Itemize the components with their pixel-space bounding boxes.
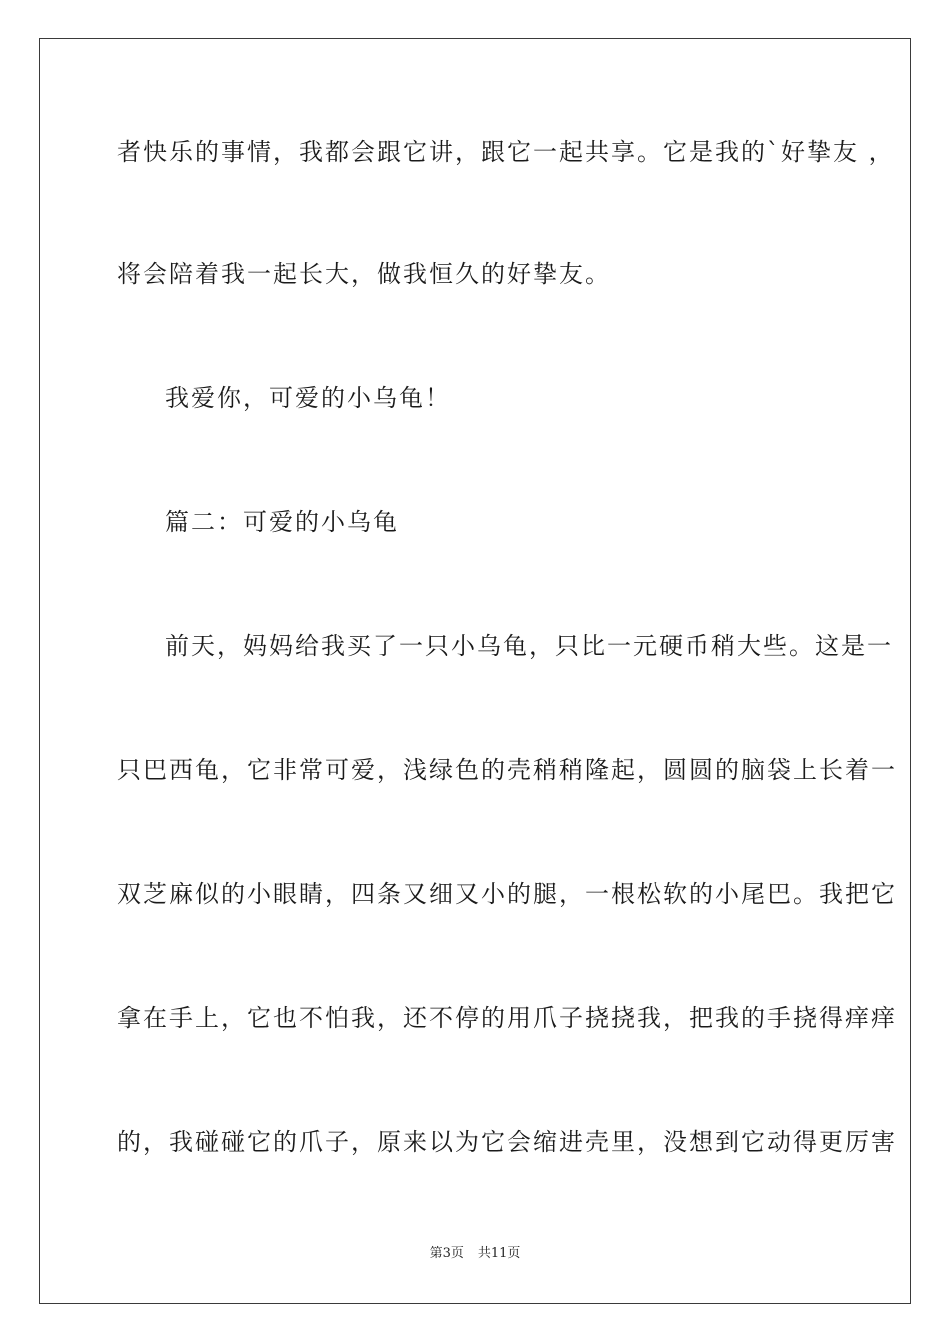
page-footer [0, 1245, 950, 1263]
page-number: 第3页 [429, 1246, 464, 1261]
paragraph-line: 只巴西龟，它非常可爱，浅绿色的壳稍稍隆起，圆圆的脑袋上长着一 [117, 756, 897, 784]
paragraph-line: 者快乐的事情，我都会跟它讲，跟它一起共享。它是我的`好挚友 ， [117, 138, 895, 166]
page-border [39, 38, 911, 1304]
paragraph-line: 拿在手上，它也不怕我，还不停的用爪子挠挠我，把我的手挠得痒痒 [117, 1004, 897, 1032]
paragraph-line: 的，我碰碰它的爪子，原来以为它会缩进壳里，没想到它动得更厉害 [117, 1128, 897, 1156]
section-heading: 篇二：可爱的小乌龟 [165, 508, 399, 536]
paragraph-line: 我爱你，可爱的小乌龟！ [165, 384, 451, 412]
paragraph-line: 将会陪着我一起长大，做我恒久的好挚友。 [117, 260, 611, 288]
paragraph-line: 前天，妈妈给我买了一只小乌龟，只比一元硬币稍大些。这是一 [165, 632, 893, 660]
paragraph-line: 双芝麻似的小眼睛，四条又细又小的腿，一根松软的小尾巴。我把它 [117, 880, 897, 908]
page-total: 共11页 [477, 1246, 521, 1261]
